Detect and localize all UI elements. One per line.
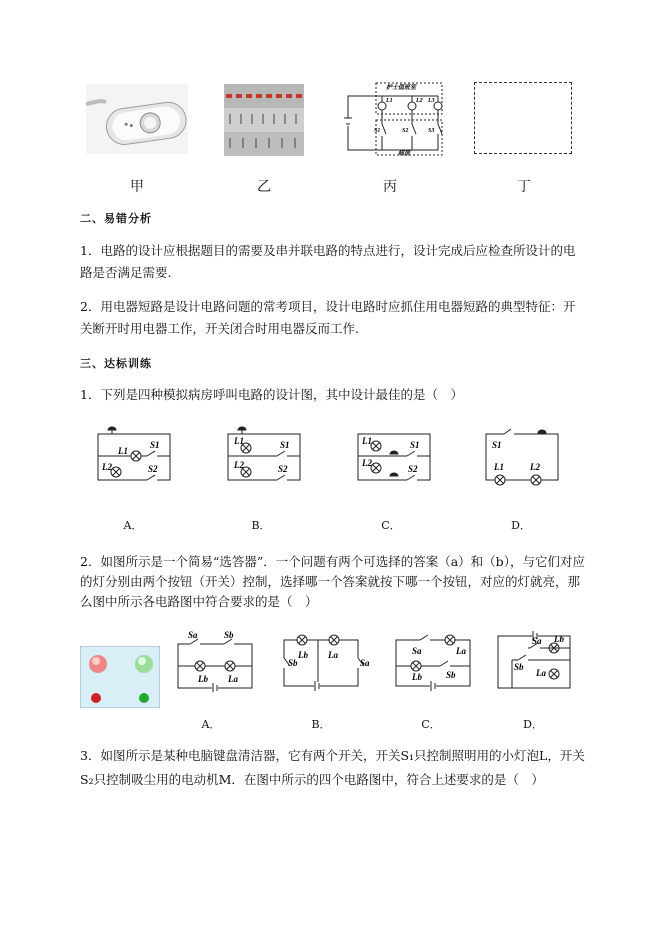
label-lb: Lb xyxy=(412,672,422,682)
q2-circuit-a xyxy=(172,630,258,696)
label-l2: L2 xyxy=(234,460,244,470)
section2-heading: 二、易错分析 xyxy=(80,212,152,225)
label-lb: Lb xyxy=(554,634,564,644)
section2-paragraph-2: 2．用电器短路是设计电路问题的常考项目，设计电路时应抓住用电器短路的典型特征：开关断开时用电器工作，开关闭合时用电器反而工作. xyxy=(80,299,576,336)
caption-jia: 甲 xyxy=(130,179,144,195)
label-sb: Sb xyxy=(514,662,524,672)
label-l2: L2 xyxy=(530,462,540,472)
label-l1: L1 xyxy=(494,462,504,472)
label-l1: L1 xyxy=(362,436,372,446)
q1-circuit-d xyxy=(480,424,564,490)
bing-top-label: 护士值班室 xyxy=(386,85,417,91)
q2-option-c[interactable]: C． xyxy=(421,718,441,731)
circuit-bing-diagram xyxy=(340,80,446,158)
q2-circuit-b xyxy=(276,630,372,696)
label-sb: Sb xyxy=(446,670,456,680)
label-l2: L2 xyxy=(102,462,112,472)
circuit-bing xyxy=(340,80,446,158)
label-la: La xyxy=(328,650,338,660)
q1-circuit-a xyxy=(92,424,176,490)
call-button-photo xyxy=(86,84,188,154)
label-la: La xyxy=(456,646,466,656)
caption-yi: 乙 xyxy=(257,179,271,195)
question-1: 1．下列是四种模拟病房呼叫电路的设计图，其中设计最佳的是（ ） xyxy=(80,387,463,402)
label-la: La xyxy=(228,674,238,684)
label-sa: Sa xyxy=(412,646,422,656)
call-panel-photo xyxy=(224,84,304,156)
label-s1: S1 xyxy=(150,440,160,450)
section3-heading: 三、达标训练 xyxy=(80,357,152,370)
q1-option-d[interactable]: D． xyxy=(511,519,531,532)
label-la: La xyxy=(536,668,546,678)
q1-option-c[interactable]: C． xyxy=(381,519,401,532)
selector-device-photo xyxy=(80,646,160,708)
q2-circuit-c xyxy=(390,630,476,696)
label-sa: Sa xyxy=(188,630,198,640)
label-s1: S1 xyxy=(492,440,502,450)
q2-circuit-d xyxy=(492,630,578,696)
caption-bing: 丙 xyxy=(383,179,397,195)
label-l2: L2 xyxy=(362,458,372,468)
label-l1: L1 xyxy=(118,446,128,456)
label-sa: Sa xyxy=(532,636,542,646)
bing-lamp-l1: L1 xyxy=(386,98,393,104)
bing-switch-s2: S2 xyxy=(402,128,409,134)
q1-circuit-b xyxy=(222,424,306,490)
label-s2: S2 xyxy=(278,464,288,474)
label-sb: Sb xyxy=(224,630,234,640)
caption-ding: 丁 xyxy=(517,179,531,195)
label-s1: S1 xyxy=(410,440,420,450)
q2-option-d[interactable]: D． xyxy=(523,718,543,731)
photo-jia xyxy=(86,84,188,154)
answer-box-ding xyxy=(474,82,572,154)
section2-paragraph-1: 1．电路的设计应根据题目的需要及串并联电路的特点进行，设计完成后应检查所设计的电路是否满足需要. xyxy=(80,243,576,280)
label-sa: Sa xyxy=(360,658,370,668)
label-s1: S1 xyxy=(280,440,290,450)
label-l1: L1 xyxy=(234,436,244,446)
q2-option-b[interactable]: B． xyxy=(311,718,331,731)
label-lb: Lb xyxy=(298,650,308,660)
q1-option-a[interactable]: A． xyxy=(123,519,143,532)
question-2: 2．如图所示是一个简易“选答器”．一个问题有两个可选择的答案（a）和（b），与它们对应的灯分别由两个按钮（开关）控制，选择哪一个答案就按下哪一个按钮，对应的灯就亮，那么图中所示各电路图中符合要求的是（ ） xyxy=(80,554,585,609)
bing-bottom-label: 病房 xyxy=(398,151,411,157)
label-lb: Lb xyxy=(198,674,208,684)
label-s2: S2 xyxy=(148,464,158,474)
bing-lamp-l3: L3 xyxy=(428,98,435,104)
q1-option-b[interactable]: B． xyxy=(251,519,271,532)
q1-circuit-c xyxy=(352,424,436,490)
q2-option-a[interactable]: A． xyxy=(201,718,221,731)
label-sb: Sb xyxy=(288,658,298,668)
bing-switch-s3: S3 xyxy=(428,128,435,134)
bing-switch-s1: S1 xyxy=(374,128,381,134)
label-s2: S2 xyxy=(408,464,418,474)
photo-yi xyxy=(224,84,304,156)
question-3: 3．如图所示是某种电脑键盘清洁器，它有两个开关，开关S₁只控制照明用的小灯泡L，开关S₂只控制吸尘用的电动机M．在图中所示的四个电路图中，符合上述要求的是（ ） xyxy=(80,748,585,787)
bing-lamp-l2: L2 xyxy=(416,98,423,104)
